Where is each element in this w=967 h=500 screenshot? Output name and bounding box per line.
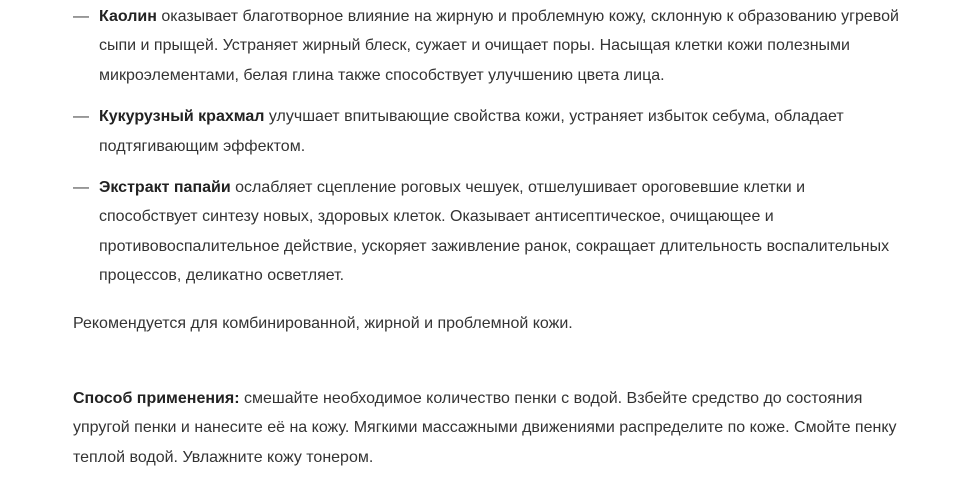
ingredient-name: Каолин <box>99 8 157 25</box>
ingredient-description: улучшает впитывающие свойства кожи, устраняет избыток себума, обладает подтягивающим эффектом. <box>99 108 844 155</box>
ingredient-description: оказывает благотворное влияние на жирную и проблемную кожу, склонную к образованию угревой сыпи и прыщей. Устраняет жирный блеск, сужает и очищает поры. Насыщая клетки кожи полезными микроэлементами, белая глина также способствует улучшению цвета лица. <box>99 8 899 84</box>
product-description <box>73 2 903 472</box>
ingredient-description: ослабляет сцепление роговых чешуек, отшелушивает ороговевшие клетки и способствует синтезу новых, здоровых клеток. Оказывает антисептическое, очищающее и противовоспалительное действие, ускоряет заживление ранок, сокращает длительность воспалительных процессов, деликатно осветляет. <box>99 179 890 285</box>
ingredient-item-papaya-extract <box>73 173 903 291</box>
list-dash: — <box>73 108 89 126</box>
list-dash: — <box>73 8 89 25</box>
usage-label: Способ применения: <box>73 390 240 408</box>
ingredient-name: Кукурузный крахмал <box>99 108 265 126</box>
ingredient-list <box>73 2 903 291</box>
usage-text: смешайте необходимое количество пенки с водой. Взбейте средство до состояния упругой пенки и нанесите её на кожу. Мягкими массажными движениями распределите по коже. Смойте пенку теплой водой. Увлажните кожу тонером. <box>73 390 897 466</box>
ingredient-item-corn-starch <box>73 102 903 161</box>
recommendation-text: Рекомендуется для комбинированной, жирной и проблемной кожи. <box>73 314 573 332</box>
ingredient-item-kaolin <box>73 2 903 90</box>
usage-paragraph <box>73 384 903 472</box>
ingredient-name: Экстракт папайи <box>99 179 231 197</box>
list-dash: — <box>73 179 89 197</box>
